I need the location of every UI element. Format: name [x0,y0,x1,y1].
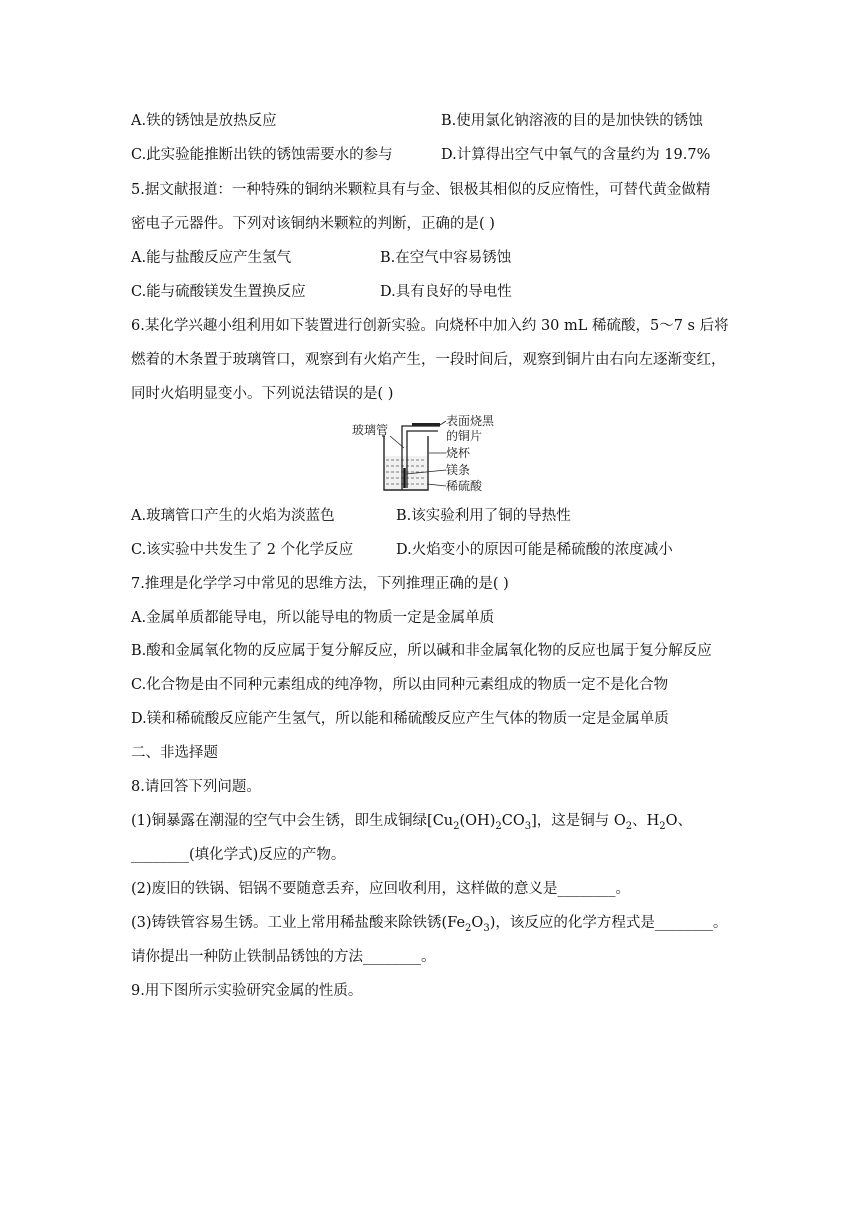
copper-piece [412,423,440,426]
q6-option-d: D.火焰变小的原因可能是稀硫酸的浓度减小 [396,542,673,558]
q7-option-a: A.金属单质都能导电，所以能导电的物质一定是金属单质 [131,610,495,626]
q6-stem-line3: 同时火焰明显变小。下列说法错误的是( ) [131,386,394,402]
q8-part3-line1: (3)铸铁管容易生锈。工业上常用稀盐酸来除铁锈$(Fe_2O_3)$，该反应的化学方程式是________。 [131,915,728,934]
q4-option-c: C.此实验能推断出铁的锈蚀需要水的参与 [131,147,393,163]
q6-option-a: A.玻璃管口产生的火焰为淡蓝色 [131,508,335,524]
label-glass-tube: 玻璃管 [352,423,389,437]
q4-option-b: B.使用氯化钠溶液的目的是加快铁的锈蚀 [441,113,703,129]
q8-part3-line2: 请你提出一种防止铁制品锈蚀的方法________。 [131,949,436,965]
q5-option-d: D.具有良好的导电性 [380,284,512,300]
q8-stem: 8.请回答下列问题。 [131,779,261,795]
q4-option-a: A.铁的锈蚀是放热反应 [131,113,277,129]
label-magnesium: 镁条 [446,463,471,477]
label-beaker: 烧杯 [446,446,471,460]
q7-option-b: B.酸和金属氧化物的反应属于复分解反应，所以碱和非金属氧化物的反应也属于复分解反应 [131,643,712,659]
label-copper-line1: 表面烧黑 [446,414,495,428]
q4-option-d: D.计算得出空气中氧气的含量约为 19.7% [441,147,711,163]
q5-option-b: B.在空气中容易锈蚀 [380,250,512,266]
q9-stem: 9.用下图所示实验研究金属的性质。 [131,983,363,999]
q8-part2: (2)废旧的铁锅、铝锅不要随意丢弃，应回收利用，这样做的意义是________。 [131,881,631,897]
q5-stem-line1: 5.据文献报道：一种特殊的铜纳米颗粒具有与金、银极其相似的反应惰性，可替代黄金做精 [131,182,711,198]
section-heading: 二、非选择题 [131,745,218,761]
apparatus-figure [352,412,512,496]
q7-option-c: C.化合物是由不同种元素组成的纯净物，所以由同种元素组成的物质一定不是化合物 [131,677,669,693]
label-acid: 稀硫酸 [446,479,483,493]
q5-stem-line2: 密电子元器件。下列对该铜纳米颗粒的判断，正确的是( ) [131,216,495,232]
q5-option-a: A.能与盐酸反应产生氢气 [131,250,292,266]
q5-option-c: C.能与硫酸镁发生置换反应 [131,284,306,300]
q6-stem-line2: 燃着的木条置于玻璃管口，观察到有火焰产生，一段时间后，观察到铜片由右向左逐渐变红， [131,352,726,368]
q8-part1-line1: (1)铜暴露在潮湿的空气中会生锈，即生成铜绿$[Cu_2(OH)_2CO_3]$，这是铜与 $O_2$、$H_2O$、 [131,813,693,832]
label-copper-line2: 的铜片 [446,429,483,443]
q6-stem-line1: 6.某化学兴趣小组利用如下装置进行创新实验。向烧杯中加入约 30 mL 稀硫酸，5～7 s 后将 [131,318,729,334]
q7-stem: 7.推理是化学学习中常见的思维方法，下列推理正确的是( ) [131,576,509,592]
q6-option-b: B.该实验利用了铜的导热性 [396,508,571,524]
q8-part1-line2: ________(填化学式)反应的产物。 [131,847,346,863]
q6-option-c: C.该实验中共发生了 2 个化学反应 [131,542,354,558]
q7-option-d: D.镁和稀硫酸反应能产生氢气，所以能和稀硫酸反应产生气体的物质一定是金属单质 [131,711,669,727]
